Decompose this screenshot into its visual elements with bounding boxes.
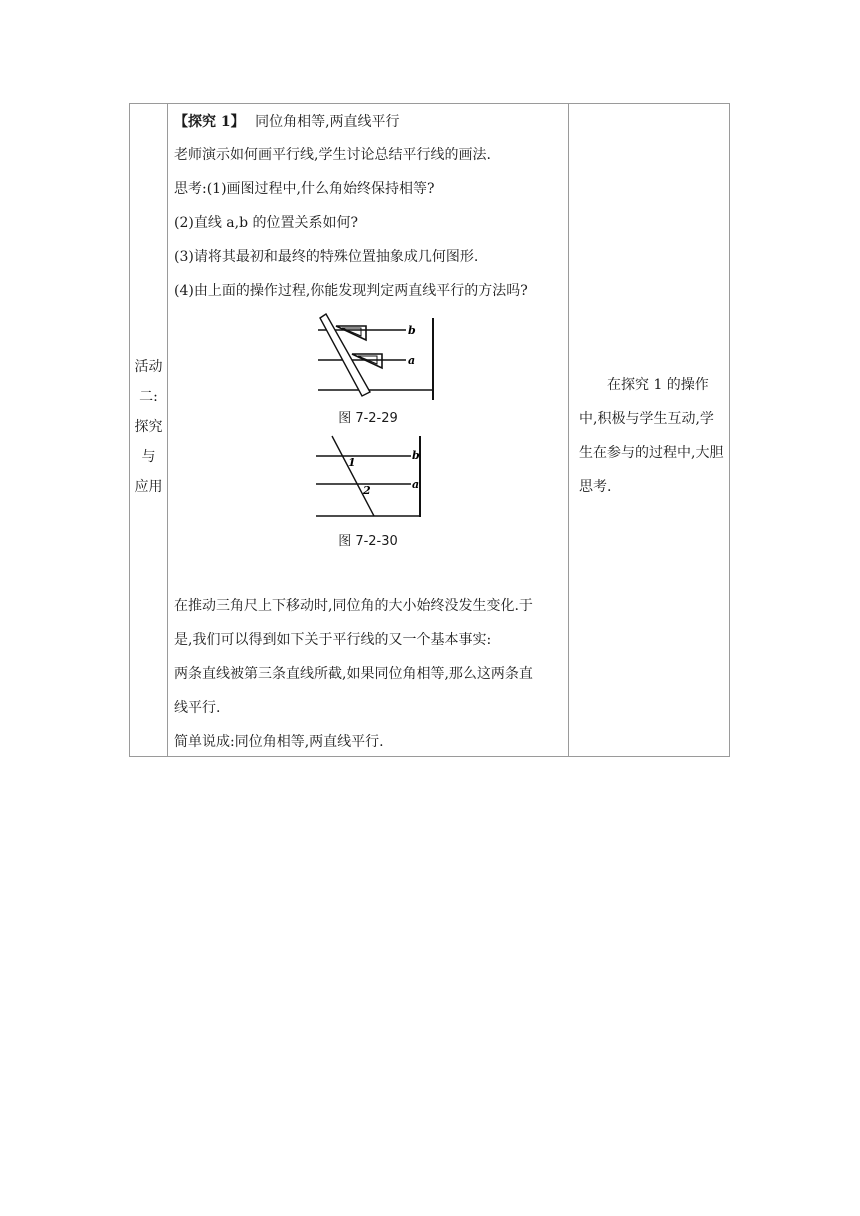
question-3: (3)请将其最初和最终的特殊位置抽象成几何图形. [174,249,479,265]
activity-label: 活动 二: 探究 与 应用 [134,359,163,495]
design-intent-cell [569,104,731,756]
process-cell [168,104,568,756]
figure-7-2-30 [308,434,438,524]
explore-paragraph: 老师演示如何画平行线,学生讨论总结平行线的画法. [174,147,491,163]
figure-7-2-30-caption: 图 7-2-30 [338,534,398,549]
explore-title: 同位角相等,两直线平行 [255,114,400,130]
fig1-label-a: a [408,354,416,367]
conclusion-line-4: 线平行. [174,700,221,716]
question-4: (4)由上面的操作过程,你能发现判定两直线平行的方法吗? [174,283,528,299]
conclusion-line-1: 在推动三角尺上下移动时,同位角的大小始终没发生变化.于 [174,598,533,614]
figure-7-2-29-caption: 图 7-2-29 [338,411,398,426]
figure-7-2-29 [308,312,438,402]
explore-heading [174,112,566,132]
angle-2-label: 2 [363,484,371,497]
conclusion-line-2: 是,我们可以得到如下关于平行线的又一个基本事实: [174,632,492,648]
design-intent-note: 在探究 1 的操作中,积极与学生互动,学生在参与的过程中,大胆思考. [579,377,724,495]
conclusion-line-3: 两条直线被第三条直线所截,如果同位角相等,那么这两条直 [174,666,533,682]
conclusion-summary: 简单说成:同位角相等,两直线平行. [174,734,384,750]
angle-1-label: 1 [348,456,356,469]
question-1: 思考:(1)画图过程中,什么角始终保持相等? [174,181,435,197]
explore-bracket: 【探究 1】 [174,114,245,130]
activity-cell [130,104,167,756]
fig2-label-b: b [412,449,420,462]
fig2-label-a: a [412,478,420,491]
question-2: (2)直线 a,b 的位置关系如何? [174,215,358,231]
lesson-table [129,103,730,757]
fig1-label-b: b [408,324,416,337]
